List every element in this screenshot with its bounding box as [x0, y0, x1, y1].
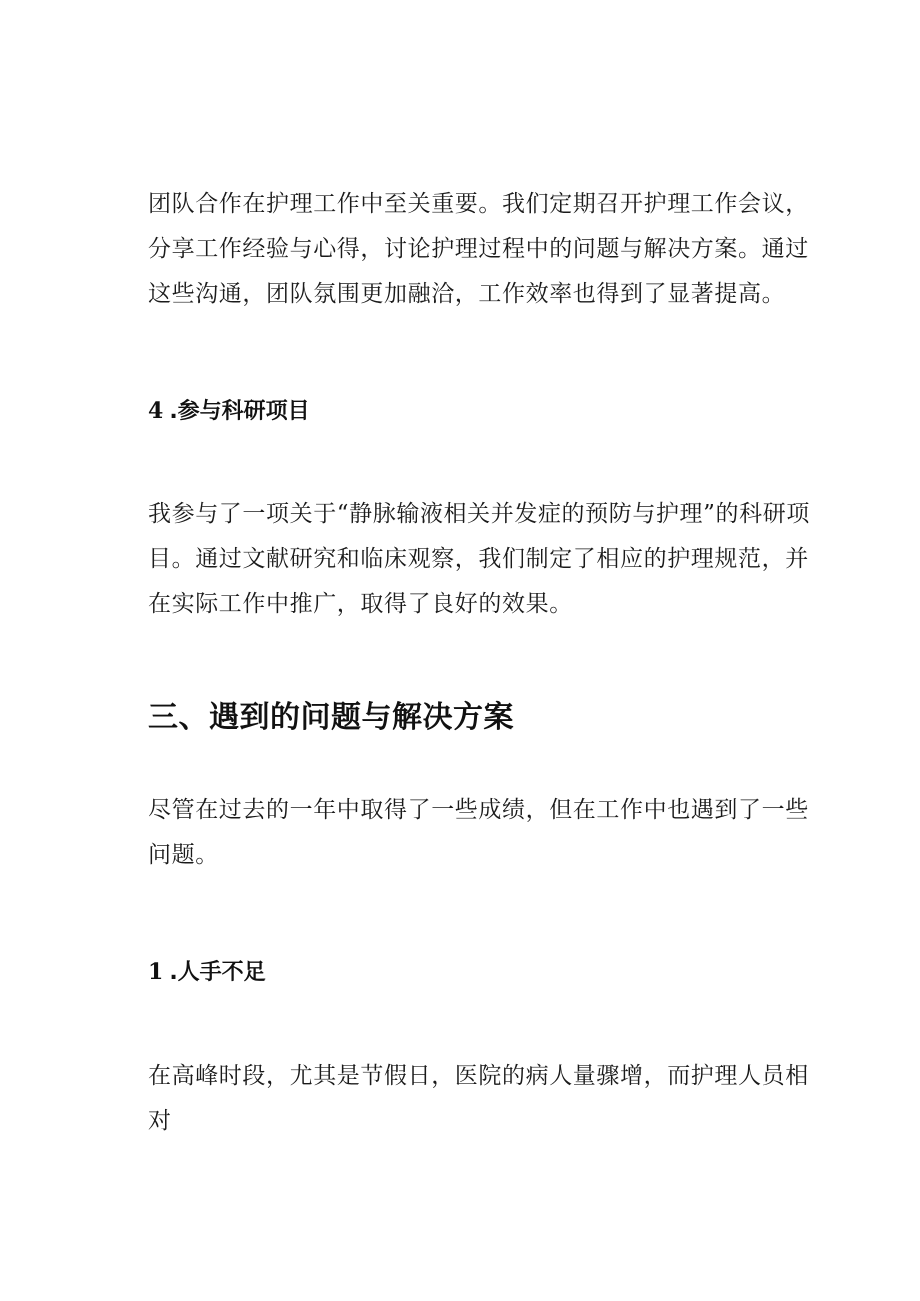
subheading-staff-title: .人手不足 — [169, 960, 266, 985]
section-heading-problems: 三、遇到的问题与解决方案 — [148, 700, 514, 735]
paragraph-research-text: 我参与了一项关于“静脉输液相关并发症的预防与护理”的科研项目。通过文献研究和临床观察，我们制定了相应的护理规范，并在实际工作中推广，取得了良好的效果。 — [148, 501, 810, 617]
subheading-staff — [148, 957, 266, 988]
paragraph-staff — [148, 1054, 820, 1144]
subheading-staff-number: 1 — [148, 959, 164, 985]
paragraph-staff-text: 在高峰时段，尤其是节假日，医院的病人量骤增，而护理人员相对 — [148, 1063, 809, 1134]
paragraph-problems — [148, 788, 820, 878]
paragraph-teamwork — [148, 182, 820, 317]
paragraph-problems-text: 尽管在过去的一年中取得了一些成绩，但在工作中也遇到了一些问题。 — [148, 797, 809, 868]
paragraph-teamwork-text: 团队合作在护理工作中至关重要。我们定期召开护理工作会议，分享工作经验与心得，讨论护理过程中的问题与解决方案。通过这些沟通，团队氛围更加融洽，工作效率也得到了显著提高。 — [148, 191, 809, 307]
subheading-research — [148, 396, 310, 427]
subheading-research-title: .参与科研项目 — [169, 399, 310, 424]
subheading-research-number: 4 — [148, 398, 164, 424]
paragraph-research — [148, 492, 820, 627]
